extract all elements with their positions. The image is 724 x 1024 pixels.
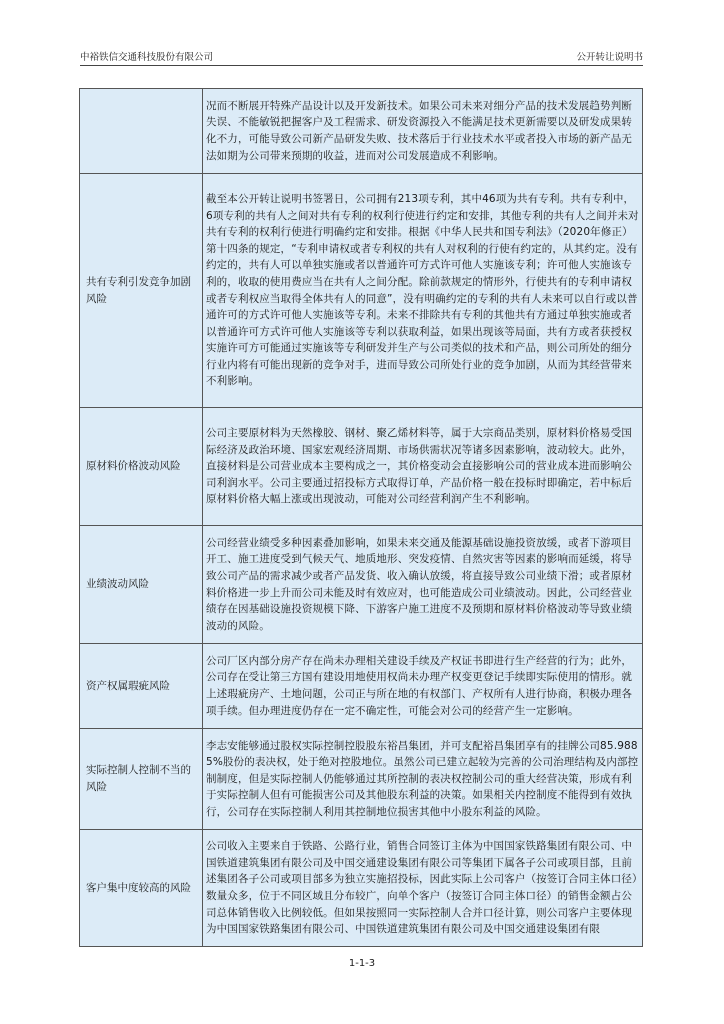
risk-description: 公司主要原材料为天然橡胶、钢材、聚乙烯材料等，属于大宗商品类别，原材料价格易受国际经济及政治环境、国家宏观经济周期、市场供需状况等诸多因素影响，波动较大。此外，直接材料是公司营业成本主要构成之一，其价格变动会直接影响公司的营业成本进而影响公司利润水平。公司主要通过招投标方式取得订单，产品价格一般在投标时即确定，若中标后原材料价格大幅上涨或出现波动，可能对公司经营利润产生不利影响。: [203, 408, 643, 526]
risk-description: 截至本公开转让说明书签署日，公司拥有213项专利，其中46项为共有专利。共有专利中，6项专利的共有人之间对共有专利的权利行使进行约定和安排，其他专利的共有人之间并未对共有专利的权利行使进行明确约定和安排。根据《中华人民共和国专利法》（2020年修正）第十四条的规定，“专利申请权或者专利权的共有人对权利的行使有约定的，从其约定。没有约定的，共有人可以单独实施或者以普通许可方式许可他人实施该专利；许可他人实施该专利的，收取的使用费应当在共有人之间分配。除前款规定的情形外，行使共有的专利申请权或者专利权应当取得全体共有人的同意”，没有明确约定的专利的共有人未来可以自行或以普通许可的方式许可他人实施该等专利。未来不排除共有专利的其他共有方通过单独实施或者以普通许可方式许可他人实施该等专利以获取利益，如果出现该等局面，共有方或者获授权实施许可方可能通过实施该等专利研发并生产与公司类似的技术和产品，则公司所处的细分行业内将有可能出现新的竞争对手，进而导致公司所处行业的竞争加剧，从而为其经营带来不利影响。: [203, 174, 643, 408]
table-row: [80, 408, 643, 526]
table-row: [80, 89, 643, 174]
risk-description: 李志安能够通过股权实际控制控股股东裕昌集团，并可支配裕昌集团享有的挂牌公司85.9885%股份的表决权，处于绝对控股地位。虽然公司已建立起较为完善的公司治理结构及内部控制制度，但是实际控制人仍能够通过其所控制的表决权控制公司的重大经营决策，形成有利于实际控制人但有可能损害公司及其他股东利益的决策。如果相关内控制度不能得到有效执行，公司存在实际控制人利用其控制地位损害其他中小股东利益的风险。: [203, 729, 643, 830]
risk-name: [80, 89, 203, 174]
risk-name: 原材料价格波动风险: [80, 408, 203, 526]
risk-name: 业绩波动风险: [80, 526, 203, 644]
table-row: [80, 644, 643, 729]
page-header: [80, 50, 643, 66]
table-row: [80, 729, 643, 830]
risk-name: 资产权属瑕疵风险: [80, 644, 203, 729]
table-row: [80, 174, 643, 408]
risk-description: 公司收入主要来自于铁路、公路行业，销售合同签订主体为中国国家铁路集团有限公司、中国铁道建筑集团有限公司及中国交通建设集团有限公司等集团下属各子公司或项目部，且前述集团各子公司或项目部多为独立实施招投标，因此实际上公司客户（按签订合同主体口径）数量众多，位于不同区域且分布较广，向单个客户（按签订合同主体口径）的销售金额占公司总体销售收入比例较低。但如果按照同一实际控制人合并口径计算，则公司客户主要体现为中国国家铁路集团有限公司、中国铁道建筑集团有限公司及中国交通建设集团有限: [203, 830, 643, 947]
risk-description: 公司经营业绩受多种因素叠加影响，如果未来交通及能源基础设施投资放缓，或者下游项目开工、施工进度受到气候天气、地质地形、突发疫情、自然灾害等因素的影响而延缓，将导致公司产品的需求减少或者产品发货、收入确认放缓，将直接导致公司业绩下滑；或者原材料价格进一步上升而公司未能及时有效应对，也可能造成公司业绩波动。因此，公司经营业绩存在因基础设施投资规模下降、下游客户施工进度不及预期和原材料价格波动等导致业绩波动的风险。: [203, 526, 643, 644]
risk-factors-table: [79, 88, 643, 947]
risk-description: 况而不断展开特殊产品设计以及开发新技术。如果公司未来对细分产品的技术发展趋势判断失误、不能敏锐把握客户及工程需求、研发资源投入不能满足技术更新需要以及研发成果转化不力，可能导致公司新产品研发失败、技术落后于行业技术水平或者投入市场的新产品无法如期为公司带来预期的收益，进而对公司发展造成不利影响。: [203, 89, 643, 174]
risk-name: 实际控制人控制不当的风险: [80, 729, 203, 830]
table-row: [80, 526, 643, 644]
document-type: 公开转让说明书: [576, 52, 643, 63]
risk-name: 共有专利引发竞争加剧风险: [80, 174, 203, 408]
risk-description: 公司厂区内部分房产存在尚未办理相关建设手续及产权证书即进行生产经营的行为；此外，公司存在受让第三方国有建设用地使用权尚未办理产权变更登记手续即实际使用的情形。就上述瑕疵房产、土地问题，公司正与所在地的有权部门、产权所有人进行协商，积极办理各项手续。但办理进度仍存在一定不确定性，可能会对公司的经营产生一定影响。: [203, 644, 643, 729]
table-row: [80, 830, 643, 947]
page-number: 1-1-3: [348, 958, 376, 969]
company-name: 中裕铁信交通科技股份有限公司: [80, 52, 214, 63]
risk-name: 客户集中度较高的风险: [80, 830, 203, 947]
